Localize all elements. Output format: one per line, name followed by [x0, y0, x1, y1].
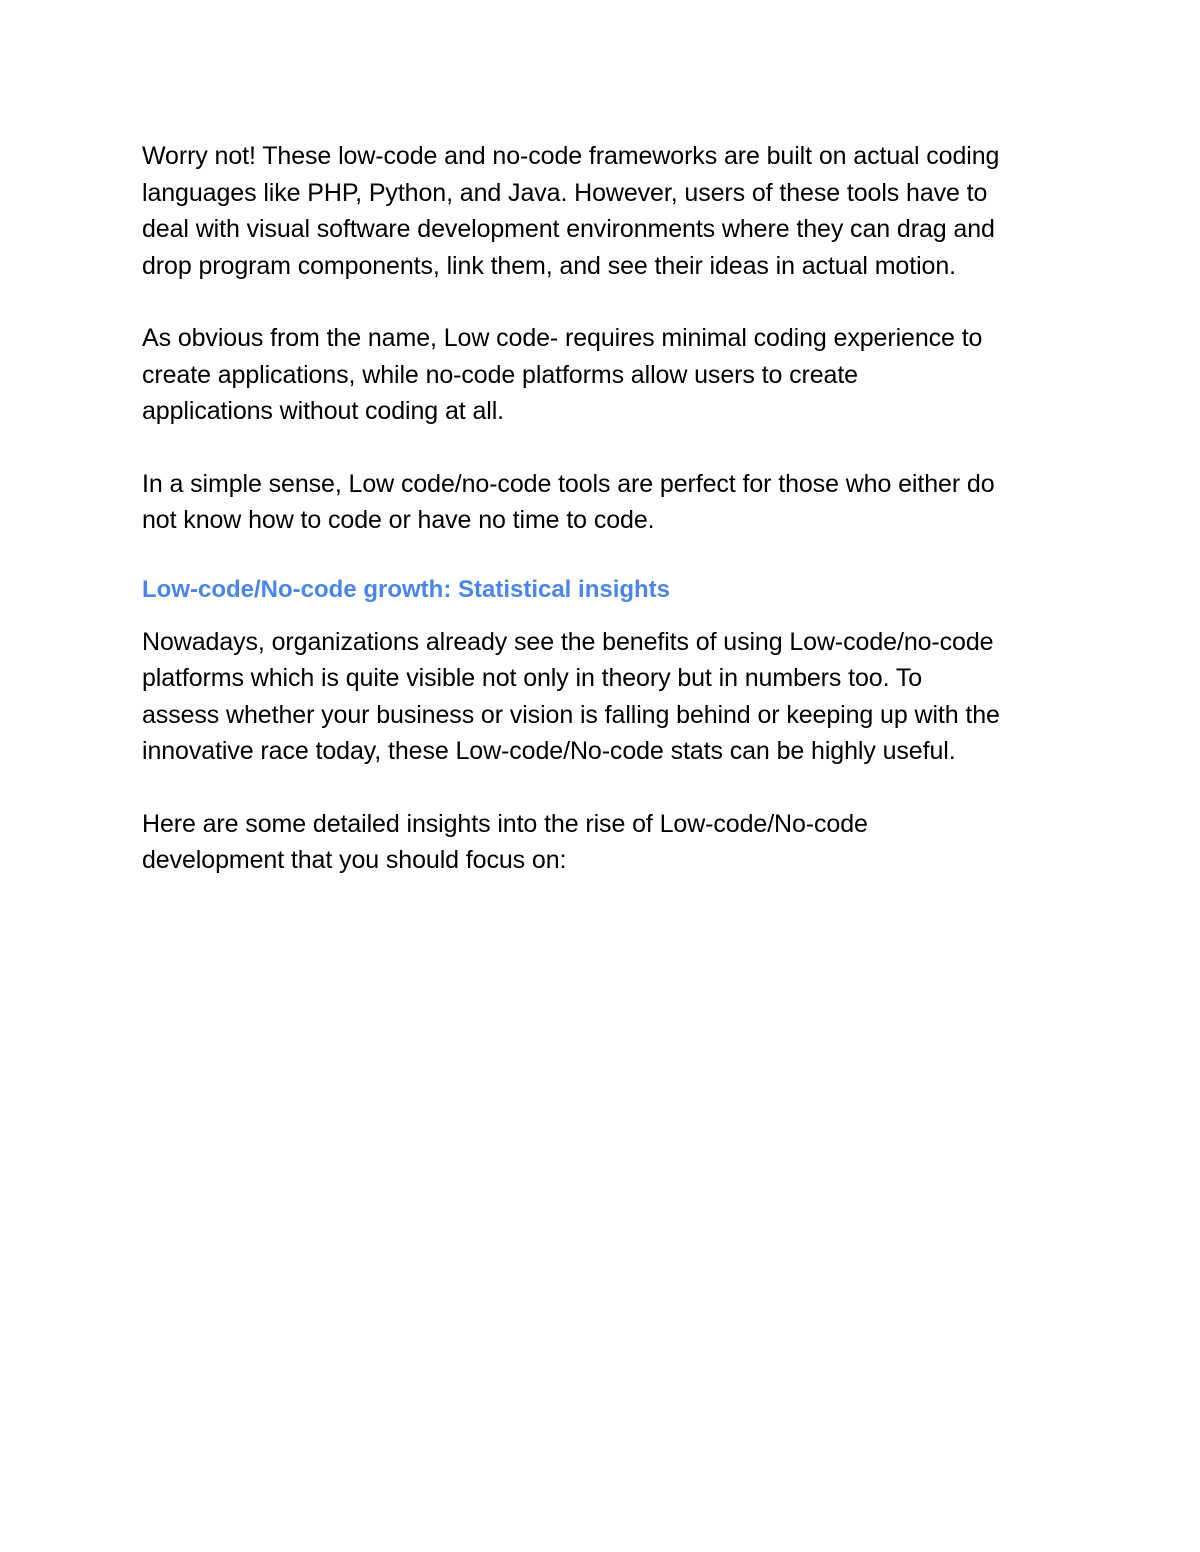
paragraph-line: not know how to code or have no time to code.: [142, 506, 655, 534]
paragraph-line: In a simple sense, Low code/no-code tools are perfect for those who either do: [142, 469, 995, 498]
paragraph-line: drop program components, link them, and see their ideas in actual motion.: [142, 251, 956, 280]
section-heading: Low-code/No-code growth: Statistical insights: [142, 575, 671, 603]
paragraph-line: Worry not! These low-code and no-code frameworks are built on actual coding: [142, 142, 1000, 170]
paragraph-line: assess whether your business or vision is falling behind or keeping up with the: [142, 700, 1000, 729]
document-page: [142, 138, 1072, 879]
paragraph-line: platforms which is quite visible not only in theory but in numbers too. To: [142, 664, 923, 692]
paragraph-line: applications without coding at all.: [142, 397, 505, 425]
paragraph-intro: [142, 138, 1072, 284]
paragraph-line: development that you should focus on:: [142, 846, 567, 874]
paragraph-summary: [142, 466, 1072, 539]
paragraph-line: As obvious from the name, Low code- requires minimal coding experience to: [142, 324, 983, 352]
paragraph-line: languages like PHP, Python, and Java. However, users of these tools have to: [142, 178, 988, 207]
paragraph-line: innovative race today, these Low-code/No-code stats can be highly useful.: [142, 737, 956, 765]
paragraph-line: create applications, while no-code platforms allow users to create: [142, 360, 858, 389]
paragraph-growth: [142, 624, 1072, 770]
paragraph-insights-intro: [142, 806, 1072, 879]
paragraph-line: deal with visual software development environments where they can drag and: [142, 215, 995, 243]
paragraph-line: Nowadays, organizations already see the benefits of using Low-code/no-code: [142, 627, 994, 656]
paragraph-definition: [142, 320, 1072, 430]
paragraph-line: Here are some detailed insights into the rise of Low-code/No-code: [142, 809, 868, 838]
